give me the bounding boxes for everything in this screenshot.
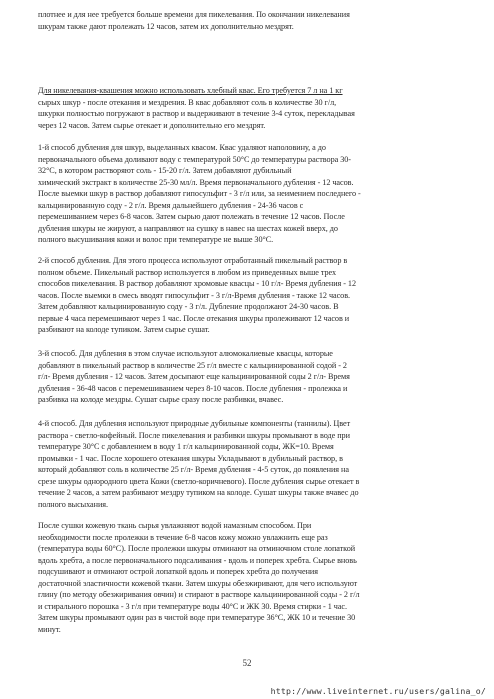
text-line: первые 4 часа перемешивают через 1 час. После отекания шкуры пролеживают 12 часов и	[38, 313, 350, 323]
text-line: дубления шкуры не жируют, а направляют на сушку в навес на шестах кожей вверх, до	[38, 223, 338, 233]
text-line: После сушки кожевую ткань сырья увлажняют водой намазным способом. При	[38, 521, 312, 530]
text-line: 4-й способ. Для дубления используют природные дубильные компоненты (таннилы). Цвет	[38, 419, 351, 428]
text-line: полном объеме. Пикельный раствор используется в любом из приведенных выше трех	[38, 267, 337, 277]
text-line: температуре 30°С с добавлением в воду 1 г/л кальцинированной соды, ЖК=10. Время	[38, 442, 334, 451]
text-line: полного высушивания кожи и волос при температуре не выше 30°С.	[38, 235, 274, 244]
paragraph-1	[38, 9, 470, 32]
text-line: первоначального объема доливают воду с температурой 50°С до температуры раствора 30-	[38, 154, 351, 164]
text-line: срезе шкуры однородного цвета Кожи (светло-коричневого). После дубления сырье отекает в	[38, 476, 360, 486]
text-line: минут.	[38, 624, 61, 634]
text-line: шкурки полностью погружают в раствор и выдерживают в течение 3-4 суток, перекладывая	[38, 109, 355, 118]
text-line: После выемки шкур в раствор добавляют гипосульфит - 3 г/л или, за неимением последнего -	[38, 189, 361, 198]
source-url-watermark: http://www.liveinternet.ru/users/galina_o/	[270, 686, 486, 696]
paragraph-2	[38, 85, 470, 131]
text-line: 32°С, в котором растворяют соль - 15-20 г/л. Затем добавляют дубильный	[38, 166, 292, 175]
text-line: добавляют в пикельный раствор в количестве 25 г/л вместе с кальцинированной содой - 2	[38, 360, 347, 370]
paragraph-7	[38, 520, 470, 635]
paragraph-4	[38, 255, 470, 336]
text-line: подсушивают и отминают острой лопаткой вдоль и поперек хребта до получения	[38, 567, 318, 576]
text-line: раствора - светло-кофейный. После пикелевания и разбивки шкуры промывают в воде при	[38, 430, 350, 440]
text-line: который добавляют соль в количестве 25 г/л- Время дубления - 4-5 суток, до появления на	[38, 465, 349, 474]
text-line: 2-й способ дубления. Для этого процесса используют отработанный пикельный раствор в	[38, 256, 348, 265]
text-line: через 12 часов. Затем сырье отекает и дополнительно его мездрят.	[38, 120, 266, 130]
text-line: г/л- Время дубления - 12 часов. Затем досыпают еще кальцинированной соды 2 г/л- Время	[38, 372, 350, 381]
text-line: глину (по методу обезжиривания овчин) и стирают в растворе кальцинированной соды - 2 г/л	[38, 590, 360, 599]
text-line: промывки - 1 час. После хорошего отекания шкуры Укладывают в дубильный раствор, в	[38, 453, 343, 463]
text-line: шкурам также дают пролежать 12 часов, затем их дополнительно мездрят.	[38, 21, 294, 31]
text-line: 3-й способ. Для дубления в этом случае используют алюмокалиевые квасцы, которые	[38, 349, 333, 358]
text-line: разбивают на колоде тупиком. Затем сырье сушат.	[38, 325, 210, 334]
text-line: Затем добавляют кальцинированную соду - 3 г/л. Дубление продолжают 24-30 часов. В	[38, 302, 339, 311]
text-line: дубления - 36-48 часов с перемешиванием через 8-10 часов. После дубления - пролежка и	[38, 383, 348, 393]
paragraph-3	[38, 142, 470, 246]
text-line: разбивка на колоде мездры. Сушат сырье сразу после разбивки, вчавес.	[38, 395, 284, 404]
text-line: часов. После выемки в смесь вводят гипосульфит - 3 г/л-Время дубления - также 12 часов.	[38, 290, 351, 300]
page-number: 52	[242, 658, 252, 668]
text-line: полного высыхания.	[38, 499, 109, 509]
text-line: вдоль хребта, а после первоначального подсаливания - вдоль и поперек хребта. Сырье вновь	[38, 555, 357, 565]
text-line: и стирального порошка - 3 г/л при температуре воды 40°С и ЖК 30. Время стирки - 1 час.	[38, 601, 347, 611]
text-line: 1-й способ дубления для шкур, выделанных квасом. Квас удаляют наполовину, а до	[38, 143, 326, 152]
text-line: Для никелевания-квашения можно использовать хлебный квас. Его требуется 7 л на 1 кг	[38, 86, 343, 95]
text-line: сырых шкур - после отекания и мездрения. В квас добавляют соль в количестве 30 г/л,	[38, 97, 337, 107]
text-line: достаточной эластичности кожевой ткани. Затем шкуры обезжиривают, для чего используют	[38, 578, 358, 588]
text-line: течение 2 часов, а затем разбивают мездру тупиком на колоде. Сушат шкуры также вчавес до	[38, 488, 359, 497]
text-line: Затем шкуры промывают один раз в чистой воде при температуре 36°С, ЖК 10 и течение 30	[38, 613, 356, 622]
text-line: (температура воды 60°С). После пролежки шкуры отминают на отминочном столе лопаткой	[38, 544, 356, 553]
text-line: способов пикелевания. В раствор добавляют хромовые квасцы - 10 г/л- Время дубления - 12	[38, 279, 356, 288]
text-line: плотнее и для нее требуется больше времени для пикелевания. По окончании никелевания	[38, 10, 350, 19]
text-line: кальцинированную соду - 2 г/л. Время дальнейшего дубления - 24-36 часов с	[38, 200, 304, 210]
paragraph-6	[38, 418, 470, 510]
text-line: химический экстракт в количестве 25-30 мл/л. Время первоначального дубления - 12 часов.	[38, 177, 354, 187]
text-line: необходимости после пролежки в течение 6-8 часов кожу можно увлажнить еще раз	[38, 532, 328, 542]
paragraph-5	[38, 348, 470, 406]
text-line: перемешиванием через 6-8 часов. Затем сырью дают полежать в течение 12 часов. После	[38, 212, 345, 221]
